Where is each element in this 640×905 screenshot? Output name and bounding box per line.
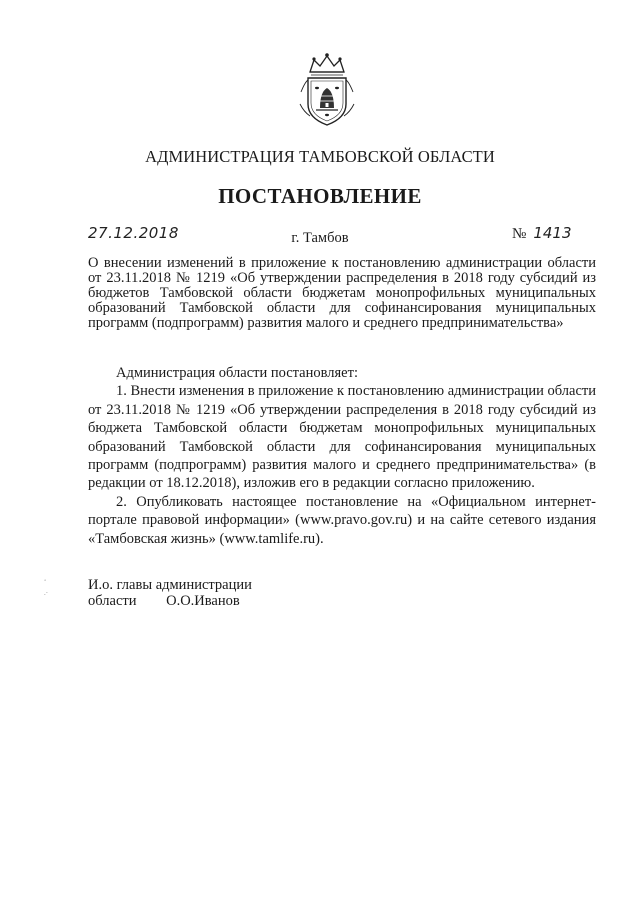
margin-marks: ˚ .·: [44, 579, 49, 597]
number-label: №: [512, 226, 527, 242]
document-body: [88, 364, 596, 548]
document-city: г. Тамбов: [291, 230, 349, 246]
document-subject: О внесении изменений в приложение к постановлению администрации области от 23.11.2018 № 1219 «Об утверждении распределения в 2018 году субсидий из бюджетов Тамбовской области бюджетам монопрофильных муниципальных образований Тамбовской области для софинансирования муниципальных программ (подпрограмм) развития малого и среднего предпринимательства»: [88, 255, 596, 331]
organization-title: АДМИНИСТРАЦИЯ ТАМБОВСКОЙ ОБЛАСТИ: [145, 147, 495, 166]
tambov-coat-of-arms-icon: [296, 52, 358, 128]
body-item: 1. Внести изменения в приложение к постановлению администрации области от 23.11.2018 № 1219 «Об утверждении распределения в 2018 году субсидий из бюджета Тамбовской области бюджетам монопрофильных муниципальных образований Тамбовской области для софинансирования муниципальных программ (подпрограмм) развития малого и среднего предпринимательства» (в редакции от 18.12.2018), изложив его в редакции согласно приложению.: [88, 383, 597, 492]
document-date: 27.12.2018: [88, 224, 179, 242]
signatory-name: О.О.Иванов: [166, 592, 240, 609]
signatory-title-line2: области: [88, 592, 137, 609]
signatory-title-line1: И.о. главы администрации: [88, 577, 252, 593]
number-value: 1413: [533, 224, 572, 242]
document-type-heading: ПОСТАНОВЛЕНИЕ: [218, 184, 422, 208]
document-number: [512, 224, 572, 243]
body-intro: Администрация области постановляет:: [116, 365, 358, 381]
signature-block: [88, 578, 252, 609]
body-item: 2. Опубликовать настоящее постановление на «Официальном интернет-портале правовой информации» (www.pravo.gov.ru) и на сайте сетевого издания «Тамбовская жизнь» (www.tamlife.ru).: [88, 493, 596, 547]
